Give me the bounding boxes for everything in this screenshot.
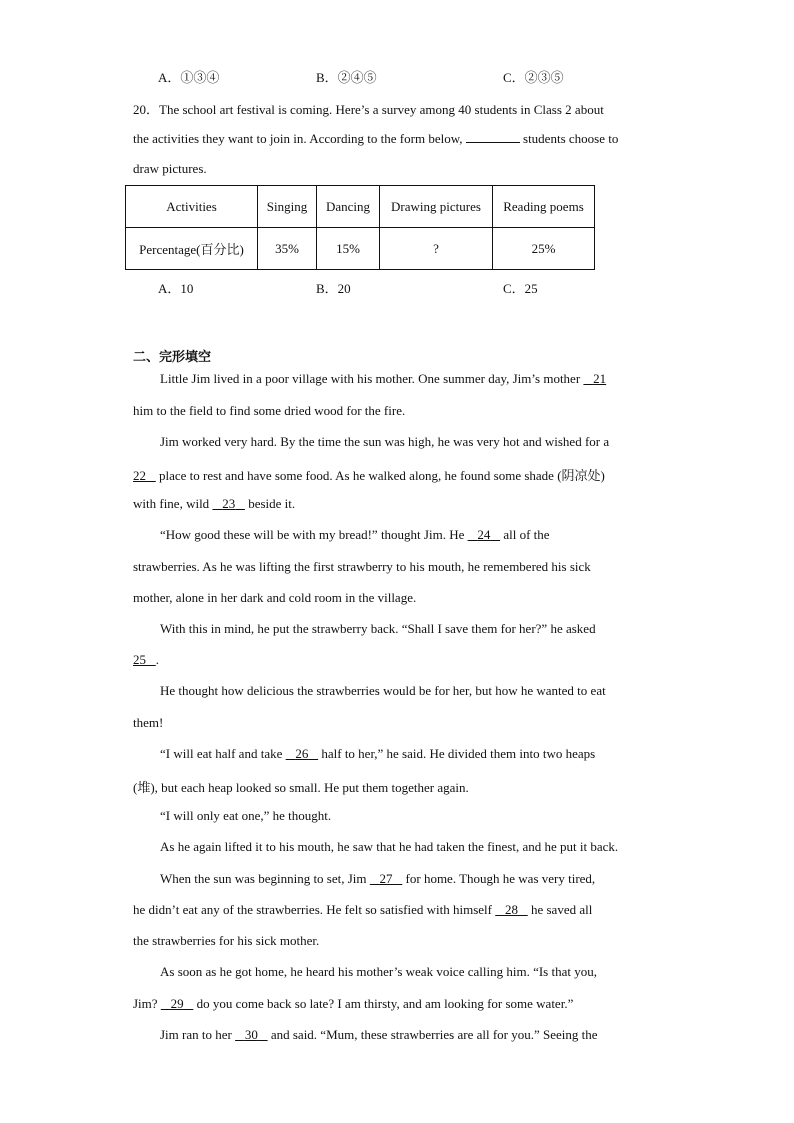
survey-table [125,185,595,270]
q20-line-2-text: the activities they want to join in. According to the form below, [133,131,463,146]
table-header-cell: Reading poems [493,186,595,228]
passage-line: him to the field to find some dried wood for the fire. [133,403,406,418]
q20-option-a[interactable]: A．10 [158,281,194,296]
passage-line: He thought how delicious the strawberries would be for her, but how he wanted to eat [160,683,606,698]
passage-line: strawberries. As he was lifting the first strawberry to his mouth, he remembered his sick [133,559,591,574]
passage-line: 25 . [133,652,159,667]
q20-option-c[interactable]: C．25 [503,281,538,296]
table-row [126,228,595,270]
blank-28[interactable]: 28 [504,902,518,917]
q20-line-1: 20．The school art festival is coming. Here’s a survey among 40 students in Class 2 about [133,102,604,117]
passage-line: “I will only eat one,” he thought. [160,808,332,823]
q20-line-2 [133,130,618,147]
passage-line: (堆), but each heap looked so small. He put them together again. [133,780,469,795]
passage-line: Jim ran to her 30 and said. “Mum, these strawberries are all for you.” Seeing the [160,1027,598,1042]
passage-line: the strawberries for his sick mother. [133,933,320,948]
passage-line: “How good these will be with my bread!” thought Jim. He 24 all of the [160,527,550,542]
table-header-row [126,186,595,228]
blank-21[interactable]: 21 [593,371,607,386]
blank-29[interactable]: 29 [170,996,184,1011]
table-cell: ? [380,228,493,270]
table-header-cell: Activities [126,186,258,228]
passage-line: them! [133,715,164,730]
table-cell: Percentage(百分比) [126,228,258,270]
passage-line: with fine, wild 23 beside it. [133,496,296,511]
blank-30[interactable]: 30 [244,1027,258,1042]
q19-option-b[interactable]: B．②④⑤ [316,70,377,85]
passage-line: 22 place to rest and have some food. As he walked along, he found some shade (阴凉处) [133,468,605,483]
section-title: 二、完形填空 [133,350,212,365]
q20-line-3: draw pictures. [133,161,207,176]
blank-27[interactable]: 27 [379,871,393,886]
passage-line: “I will eat half and take 26 half to her,” he said. He divided them into two heaps [160,746,596,761]
passage-line: With this in mind, he put the strawberry back. “Shall I save them for her?” he asked [160,621,596,636]
passage-line: When the sun was beginning to set, Jim 27 for home. Though he was very tired, [160,871,596,886]
table-cell: 25% [493,228,595,270]
passage-line: Jim worked very hard. By the time the sun was high, he was very hot and wished for a [160,434,610,449]
table-cell: 15% [317,228,380,270]
passage-line: mother, alone in her dark and cold room in the village. [133,590,417,605]
q20-line-2-tail: students choose to [523,131,619,146]
passage-line: Little Jim lived in a poor village with his mother. One summer day, Jim’s mother 21 [160,371,607,386]
blank-24[interactable]: 24 [477,527,491,542]
passage-line: Jim? 29 do you come back so late? I am thirsty, and am looking for some water.” [133,996,574,1011]
passage-line: As soon as he got home, he heard his mother’s weak voice calling him. “Is that you, [160,964,597,979]
table-cell: 35% [258,228,317,270]
table-header-cell: Drawing pictures [380,186,493,228]
table-header-cell: Dancing [317,186,380,228]
passage-line: As he again lifted it to his mouth, he saw that he had taken the finest, and he put it back. [160,839,619,854]
q19-options [0,67,794,87]
blank-25[interactable]: 25 [133,652,146,667]
q20-answer-blank[interactable] [466,130,520,143]
q20-options [0,278,794,298]
blank-22[interactable]: 22 [133,468,146,483]
q20-option-b[interactable]: B．20 [316,281,351,296]
table-header-cell: Singing [258,186,317,228]
passage-line: he didn’t eat any of the strawberries. He felt so satisfied with himself 28 he saved all [133,902,593,917]
blank-26[interactable]: 26 [295,746,309,761]
q19-option-c[interactable]: C．②③⑤ [503,70,564,85]
q19-option-a[interactable]: A．①③④ [158,70,220,85]
blank-23[interactable]: 23 [222,496,236,511]
